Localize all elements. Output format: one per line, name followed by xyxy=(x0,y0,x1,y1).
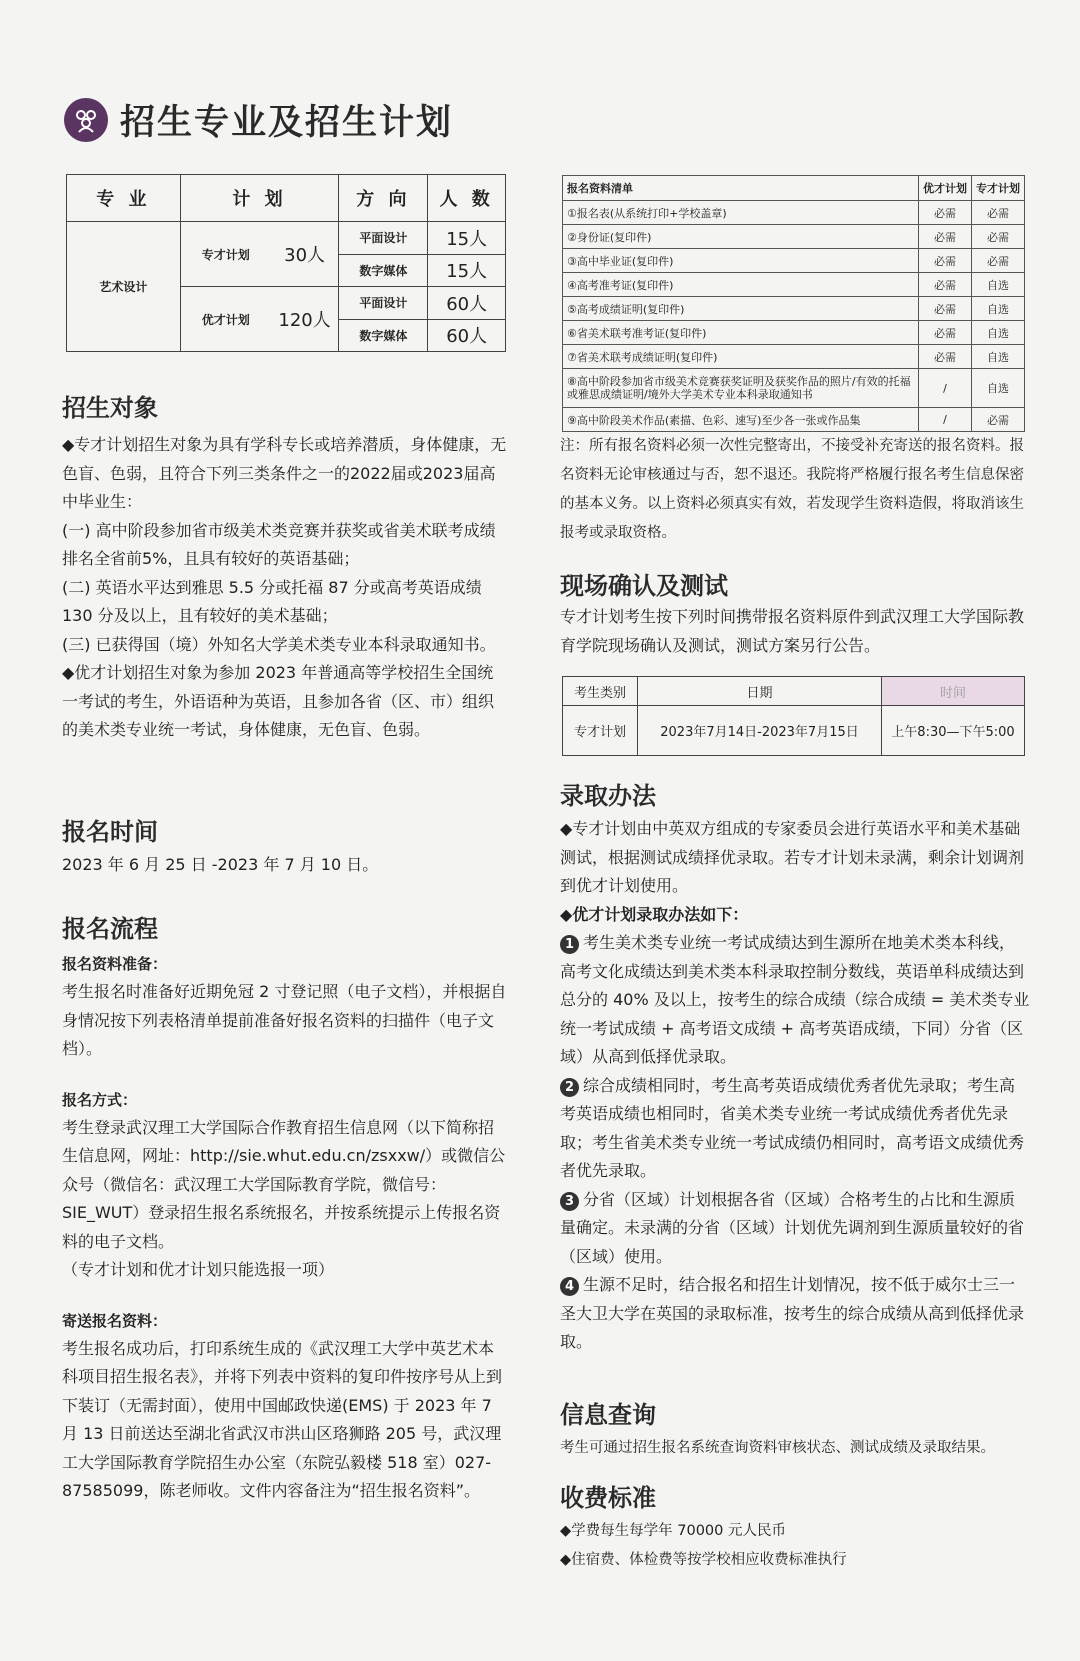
section-heading: 报名时间 xyxy=(62,818,158,846)
doc-item: ⑨高中阶段美术作品(素描、色彩、速写)至少各一张或作品集 xyxy=(563,408,919,432)
admission-item: 1 考生美术类专业统一考试成绩达到生源所在地美术类本科线，高考文化成绩达到美术类本科录取控制分数线，英语单科成绩达到总分的 40% 及以上，按考生的综合成绩（综合成绩 = 美术类专业统一考试成绩 + 高考语文成绩 + 高考英语成绩，下同）分省（区域）从高到低择优录取。 xyxy=(560,933,1030,1066)
doc-req: 自选 xyxy=(972,297,1025,321)
direction-cell: 平面设计 xyxy=(339,287,428,320)
direction-cell: 平面设计 xyxy=(339,222,428,255)
docs-header-youcai: 优才计划 xyxy=(919,176,972,201)
number-badge: 1 xyxy=(560,935,579,954)
plan-name: 优才计划 xyxy=(180,287,271,352)
doc-item: ⑥省美术联考准考证(复印件) xyxy=(563,321,919,345)
people-icon xyxy=(64,98,108,142)
doc-req: 必需 xyxy=(919,273,972,297)
test-schedule-table xyxy=(562,676,1025,756)
test-time: 上午8:30—下午5:00 xyxy=(882,706,1025,756)
section-reg-time xyxy=(62,812,507,880)
mail-label: 寄送报名资料： xyxy=(62,1311,168,1330)
plan-count: 120人 xyxy=(271,287,339,352)
admission-item: 4 生源不足时，结合报名和招生计划情况，按不低于威尔士三一圣大卫大学在英国的录取标准，按考生的综合成绩从高到低择优录取。 xyxy=(560,1275,1025,1351)
paragraph: ◆专才计划招生对象为具有学科专长或培养潜质，身体健康，无色盲、色弱，且符合下列三类条件之一的2022届或2023届高中毕业生： xyxy=(62,435,507,511)
prep-label: 报名资料准备： xyxy=(62,955,168,973)
section-target xyxy=(62,388,507,745)
onsite-text: 专才计划考生按下列时间携带报名资料原件到武汉理工大学国际教育学院现场确认及测试，测试方案另行公告。 xyxy=(560,607,1025,655)
doc-item: ⑦省美术联考成绩证明(复印件) xyxy=(563,345,919,369)
doc-item: ⑤高考成绩证明(复印件) xyxy=(563,297,919,321)
test-header-date: 日期 xyxy=(638,677,882,706)
section-process xyxy=(62,909,507,1506)
docs-header-zhuancai: 专才计划 xyxy=(972,176,1025,201)
doc-req: / xyxy=(919,369,972,408)
section-heading: 报名流程 xyxy=(62,915,158,943)
test-header-type: 考生类别 xyxy=(563,677,638,706)
doc-req: 自选 xyxy=(972,345,1025,369)
mail-text: 考生报名成功后，打印系统生成的《武汉理工大学中英艺术本科项目招生报名表》，并将下列表中资料的复印件按序号从上到下装订（无需封面），使用中国邮政快递(EMS) 于 2023 年 7 月 13 日前送达至湖北省武汉市洪山区珞狮路 205 号，武汉理工大学国际教育学院招生办公室（东院弘毅楼 518 室）027-87585099，陈老师收。文件内容备注为“招生报名资料”。 xyxy=(62,1338,503,1500)
section-heading: 收费标准 xyxy=(560,1484,656,1512)
admission-item: 3 分省（区域）计划根据各省（区域）合格考生的占比和生源质量确定。未录满的分省（区域）计划优先调剂到生源质量较好的省（区域）使用。 xyxy=(560,1189,1025,1266)
doc-req: 必需 xyxy=(972,225,1025,249)
doc-req: 必需 xyxy=(919,321,972,345)
doc-req: 必需 xyxy=(972,408,1025,432)
info-text: 考生可通过招生报名系统查询资料审核状态、测试成绩及录取结果。 xyxy=(560,1440,995,1456)
title-text: 招生专业及招生计划 xyxy=(120,103,454,143)
section-heading: 录取办法 xyxy=(560,782,656,810)
method-text: 考生登录武汉理工大学国际合作教育招生信息网（以下简称招生信息网，网址：http://sie.whut.edu.cn/zsxxw/）或微信公众号（微信名：武汉理工大学国际教育学院，微信号：SIE_WUT）登录招生报名系统报名，并按系统提示上传报名资料的电子文档。 xyxy=(62,1117,506,1251)
section-fees xyxy=(560,1478,1030,1575)
page-title xyxy=(64,90,453,150)
doc-item: ④高考准考证(复印件) xyxy=(563,273,919,297)
paragraph: (三) 已获得国（境）外知名大学美术类专业本科录取通知书。 xyxy=(62,634,496,654)
count-cell: 60人 xyxy=(428,319,506,352)
plan-count: 30人 xyxy=(271,222,339,287)
reg-time-text: 2023 年 6 月 25 日 -2023 年 7 月 10 日。 xyxy=(62,855,379,874)
docs-header-item: 报名资料清单 xyxy=(563,176,919,201)
doc-item: ③高中毕业证(复印件) xyxy=(563,249,919,273)
doc-req: 必需 xyxy=(919,345,972,369)
doc-req: 必需 xyxy=(919,225,972,249)
fee-line: ◆学费每生每学年 70000 元人民币 xyxy=(560,1523,786,1539)
direction-cell: 数字媒体 xyxy=(339,254,428,287)
number-badge: 2 xyxy=(560,1078,579,1097)
major-cell: 艺术设计 xyxy=(67,222,181,352)
count-cell: 60人 xyxy=(428,287,506,320)
count-cell: 15人 xyxy=(428,222,506,255)
section-admission xyxy=(560,776,1030,1357)
plan-name: 专才计划 xyxy=(180,222,271,287)
doc-req: 自选 xyxy=(972,321,1025,345)
doc-req: 必需 xyxy=(972,249,1025,273)
doc-req: 必需 xyxy=(919,249,972,273)
doc-req: 自选 xyxy=(972,369,1025,408)
paragraph: ◆专才计划由中英双方组成的专家委员会进行英语水平和美术基础测试，根据测试成绩择优录取。若专才计划未录满，剩余计划调剂到优才计划使用。 xyxy=(560,819,1025,895)
doc-item: ②身份证(复印件) xyxy=(563,225,919,249)
header-count: 人 数 xyxy=(428,175,506,222)
prep-text: 考生报名时准备好近期免冠 2 寸登记照（电子文档），并根据自身情况按下列表格清单提前准备好报名资料的扫描件（电子文档）。 xyxy=(62,982,507,1058)
docs-table xyxy=(562,175,1025,432)
doc-req: 必需 xyxy=(919,297,972,321)
paragraph: ◆优才计划招生对象为参加 2023 年普通高等学校招生全国统一考试的考生，外语语种为英语，且参加各省（区、市）组织的美术类专业统一考试，身体健康，无色盲、色弱。 xyxy=(62,663,495,739)
direction-cell: 数字媒体 xyxy=(339,319,428,352)
number-badge: 3 xyxy=(560,1192,579,1211)
plan-table xyxy=(66,174,506,352)
admission-item: 2 综合成绩相同时，考生高考英语成绩优秀者优先录取；考生高考英语成绩也相同时，省美术类专业统一考试成绩优秀者优先录取；考生省美术类专业统一考试成绩仍相同时，高考语文成绩优秀者优先录取。 xyxy=(560,1075,1025,1180)
docs-note: 注：所有报名资料必须一次性完整寄出，不接受补充寄送的报名资料。报名资料无论审核通过与否，恕不退还。我院将严格履行报名考生信息保密的基本义务。以上资料必须真实有效，若发现学生资料造假，将取消该生报考或录取资格。 xyxy=(560,438,1024,541)
doc-req: 必需 xyxy=(972,201,1025,225)
test-date: 2023年7月14日-2023年7月15日 xyxy=(638,706,882,756)
method-label: 报名方式： xyxy=(62,1090,138,1109)
doc-req: 自选 xyxy=(972,273,1025,297)
section-onsite xyxy=(560,566,1030,660)
doc-item: ⑧高中阶段参加省市级美术竞赛获奖证明及获奖作品的照片/有效的托福或雅思成绩证明/境外大学美术专业本科录取通知书 xyxy=(563,369,919,408)
doc-req: 必需 xyxy=(919,201,972,225)
test-header-time: 时间 xyxy=(882,677,1025,706)
header-major: 专 业 xyxy=(67,175,181,222)
subheading: ◆优才计划录取办法如下： xyxy=(560,904,749,924)
doc-req: / xyxy=(919,408,972,432)
section-heading: 招生对象 xyxy=(62,394,158,422)
section-heading: 信息查询 xyxy=(560,1401,656,1429)
paragraph: (一) 高中阶段参加省市级美术类竞赛并获奖或省美术联考成绩排名全省前5%，且具有较好的英语基础； xyxy=(62,520,496,568)
count-cell: 15人 xyxy=(428,254,506,287)
header-direction: 方 向 xyxy=(339,175,428,222)
test-type: 专才计划 xyxy=(563,706,638,756)
method-note: （专才计划和优才计划只能选报一项） xyxy=(62,1260,335,1279)
doc-item: ①报名表(从系统打印+学校盖章) xyxy=(563,201,919,225)
fee-line: ◆住宿费、体检费等按学校相应收费标准执行 xyxy=(560,1552,847,1568)
number-badge: 4 xyxy=(560,1277,579,1296)
paragraph: (二) 英语水平达到雅思 5.5 分或托福 87 分或高考英语成绩 130 分及以上，且有较好的美术基础； xyxy=(62,577,482,625)
section-heading: 现场确认及测试 xyxy=(560,572,728,600)
header-plan: 计 划 xyxy=(180,175,339,222)
section-info xyxy=(560,1395,1030,1463)
